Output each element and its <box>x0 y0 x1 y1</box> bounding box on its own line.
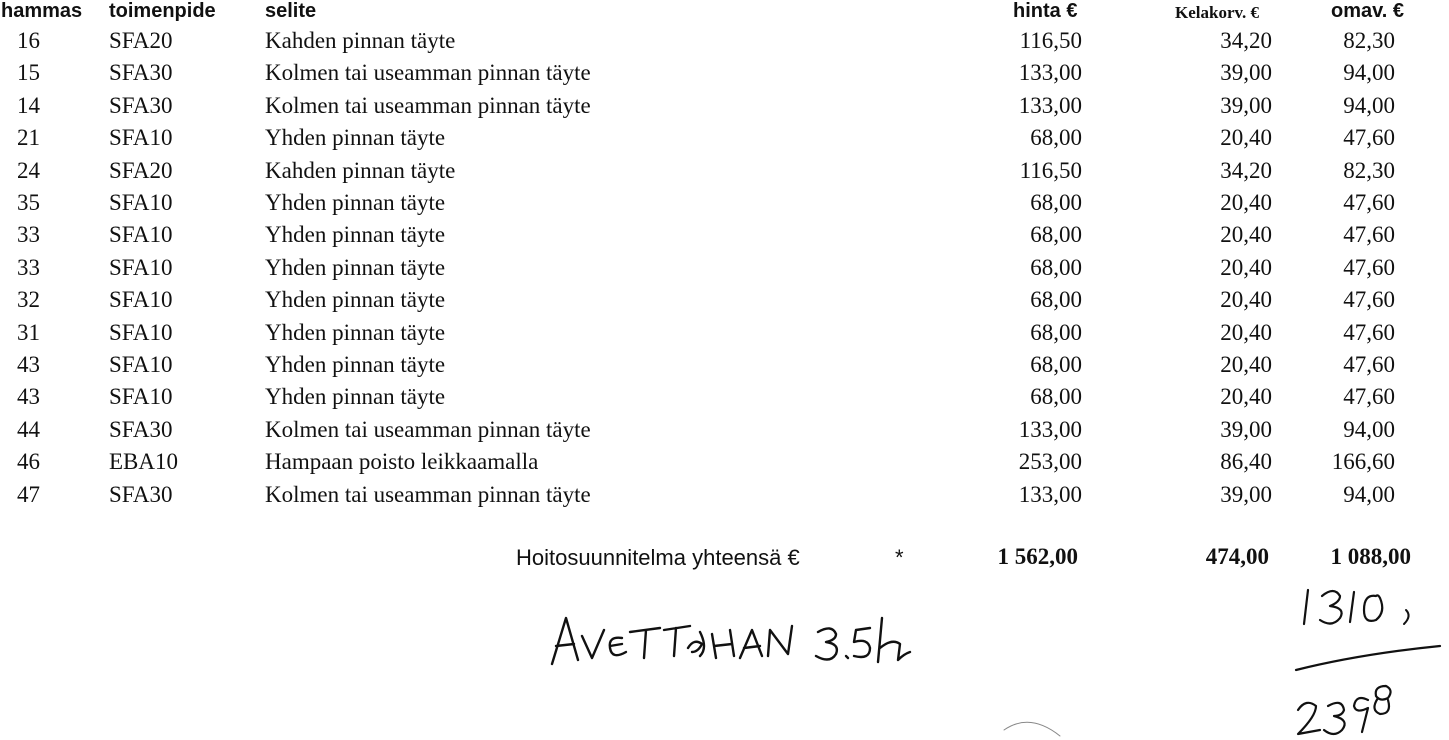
cell-description: Hampaan poisto leikkaamalla <box>265 449 539 474</box>
cell-price: 253,00 <box>1018 449 1082 474</box>
cell-procedure-code: SFA20 <box>109 158 173 183</box>
cell-procedure-code: SFA10 <box>109 222 173 247</box>
cell-kela: 39,00 <box>1220 60 1272 85</box>
cell-procedure-code: SFA10 <box>109 287 173 312</box>
cell-kela: 20,40 <box>1220 190 1272 215</box>
cell-procedure-code: SFA30 <box>109 60 173 85</box>
table-row <box>0 187 1449 219</box>
table-row <box>0 25 1449 57</box>
cell-price: 68,00 <box>1030 320 1082 345</box>
cell-price: 133,00 <box>1018 93 1082 118</box>
table-row <box>0 219 1449 251</box>
cell-own: 94,00 <box>1343 417 1395 442</box>
handwritten-sum-bottom <box>1292 680 1402 740</box>
cell-tooth: 44 <box>17 417 40 442</box>
cell-tooth: 33 <box>17 255 40 280</box>
cell-description: Yhden pinnan täyte <box>265 352 446 377</box>
cell-price: 68,00 <box>1030 125 1082 150</box>
cell-own: 47,60 <box>1343 352 1395 377</box>
cell-description: Yhden pinnan täyte <box>265 384 446 409</box>
cell-description: Yhden pinnan täyte <box>265 287 446 312</box>
cell-description: Yhden pinnan täyte <box>265 255 446 280</box>
totals-own: 1 088,00 <box>1330 544 1411 569</box>
cell-kela: 39,00 <box>1220 93 1272 118</box>
cell-tooth: 31 <box>17 320 40 345</box>
table-row <box>0 155 1449 187</box>
cell-price: 68,00 <box>1030 384 1082 409</box>
cell-tooth: 14 <box>17 93 40 118</box>
cell-own: 82,30 <box>1343 28 1395 53</box>
cell-kela: 20,40 <box>1220 222 1272 247</box>
cell-kela: 20,40 <box>1220 320 1272 345</box>
cell-own: 47,60 <box>1343 222 1395 247</box>
totals-marker: * <box>895 545 904 570</box>
cell-own: 47,60 <box>1343 384 1395 409</box>
cell-tooth: 35 <box>17 190 40 215</box>
cell-kela: 20,40 <box>1220 125 1272 150</box>
cell-price: 68,00 <box>1030 287 1082 312</box>
cell-own: 47,60 <box>1343 287 1395 312</box>
cell-tooth: 47 <box>17 482 40 507</box>
cell-own: 94,00 <box>1343 482 1395 507</box>
header-kela: Kelakorv. € <box>1175 3 1260 22</box>
cell-kela: 34,20 <box>1220 158 1272 183</box>
handwritten-sum-top <box>1300 582 1420 632</box>
scan-artifact-curve <box>1000 710 1070 740</box>
cell-procedure-code: SFA10 <box>109 190 173 215</box>
table-row <box>0 446 1449 478</box>
cell-own: 94,00 <box>1343 93 1395 118</box>
table-row <box>0 479 1449 511</box>
cell-own: 47,60 <box>1343 320 1395 345</box>
cell-description: Kahden pinnan täyte <box>265 28 456 53</box>
cell-procedure-code: SFA10 <box>109 352 173 377</box>
cell-price: 68,00 <box>1030 190 1082 215</box>
cell-tooth: 43 <box>17 352 40 377</box>
cell-description: Kolmen tai useamman pinnan täyte <box>265 482 591 507</box>
cell-own: 47,60 <box>1343 190 1395 215</box>
handwritten-rule <box>1290 640 1445 676</box>
cell-procedure-code: SFA20 <box>109 28 173 53</box>
cell-description: Kahden pinnan täyte <box>265 158 456 183</box>
cell-description: Yhden pinnan täyte <box>265 222 446 247</box>
totals-price: 1 562,00 <box>997 544 1078 569</box>
cell-kela: 39,00 <box>1220 482 1272 507</box>
header-description: selite <box>265 0 317 22</box>
cell-own: 166,60 <box>1331 449 1395 474</box>
cell-procedure-code: SFA30 <box>109 482 173 507</box>
cell-tooth: 32 <box>17 287 40 312</box>
table-row <box>0 349 1449 381</box>
table-row <box>0 122 1449 154</box>
cell-tooth: 33 <box>17 222 40 247</box>
table-row <box>0 284 1449 316</box>
cell-description: Kolmen tai useamman pinnan täyte <box>265 417 591 442</box>
header-tooth: hammas <box>1 0 83 22</box>
cell-procedure-code: SFA30 <box>109 93 173 118</box>
cell-price: 133,00 <box>1018 417 1082 442</box>
cell-kela: 34,20 <box>1220 28 1272 53</box>
cell-price: 68,00 <box>1030 222 1082 247</box>
cell-description: Yhden pinnan täyte <box>265 190 446 215</box>
cell-procedure-code: SFA10 <box>109 320 173 345</box>
table-row <box>0 252 1449 284</box>
cell-kela: 20,40 <box>1220 384 1272 409</box>
cell-procedure-code: SFA10 <box>109 384 173 409</box>
table-row <box>0 381 1449 413</box>
cell-own: 94,00 <box>1343 60 1395 85</box>
cell-description: Yhden pinnan täyte <box>265 320 446 345</box>
cell-kela: 20,40 <box>1220 352 1272 377</box>
cell-tooth: 15 <box>17 60 40 85</box>
cell-price: 68,00 <box>1030 255 1082 280</box>
cell-price: 68,00 <box>1030 352 1082 377</box>
cell-procedure-code: SFA10 <box>109 125 173 150</box>
header-price: hinta € <box>1013 0 1078 22</box>
table-row <box>0 90 1449 122</box>
cell-tooth: 43 <box>17 384 40 409</box>
cell-tooth: 21 <box>17 125 40 150</box>
cell-price: 116,50 <box>1019 158 1082 183</box>
cell-procedure-code: SFA30 <box>109 417 173 442</box>
header-procedure: toimenpide <box>109 0 216 22</box>
table-row <box>0 57 1449 89</box>
cell-own: 82,30 <box>1343 158 1395 183</box>
cell-kela: 20,40 <box>1220 255 1272 280</box>
header-own: omav. € <box>1331 0 1404 22</box>
cell-kela: 20,40 <box>1220 287 1272 312</box>
cell-tooth: 24 <box>17 158 40 183</box>
handwritten-note <box>548 608 933 670</box>
cell-description: Yhden pinnan täyte <box>265 125 446 150</box>
table-row <box>0 414 1449 446</box>
cell-tooth: 46 <box>17 449 40 474</box>
table-row <box>0 317 1449 349</box>
cell-price: 116,50 <box>1019 28 1082 53</box>
cell-own: 47,60 <box>1343 255 1395 280</box>
cell-own: 47,60 <box>1343 125 1395 150</box>
totals-kela: 474,00 <box>1205 544 1269 569</box>
cell-description: Kolmen tai useamman pinnan täyte <box>265 93 591 118</box>
cell-tooth: 16 <box>17 28 40 53</box>
cell-kela: 39,00 <box>1220 417 1272 442</box>
cell-procedure-code: SFA10 <box>109 255 173 280</box>
totals-label: Hoitosuunnitelma yhteensä € <box>516 545 800 570</box>
cell-price: 133,00 <box>1018 482 1082 507</box>
cell-kela: 86,40 <box>1220 449 1272 474</box>
cell-price: 133,00 <box>1018 60 1082 85</box>
cell-description: Kolmen tai useamman pinnan täyte <box>265 60 591 85</box>
cell-procedure-code: EBA10 <box>109 449 178 474</box>
